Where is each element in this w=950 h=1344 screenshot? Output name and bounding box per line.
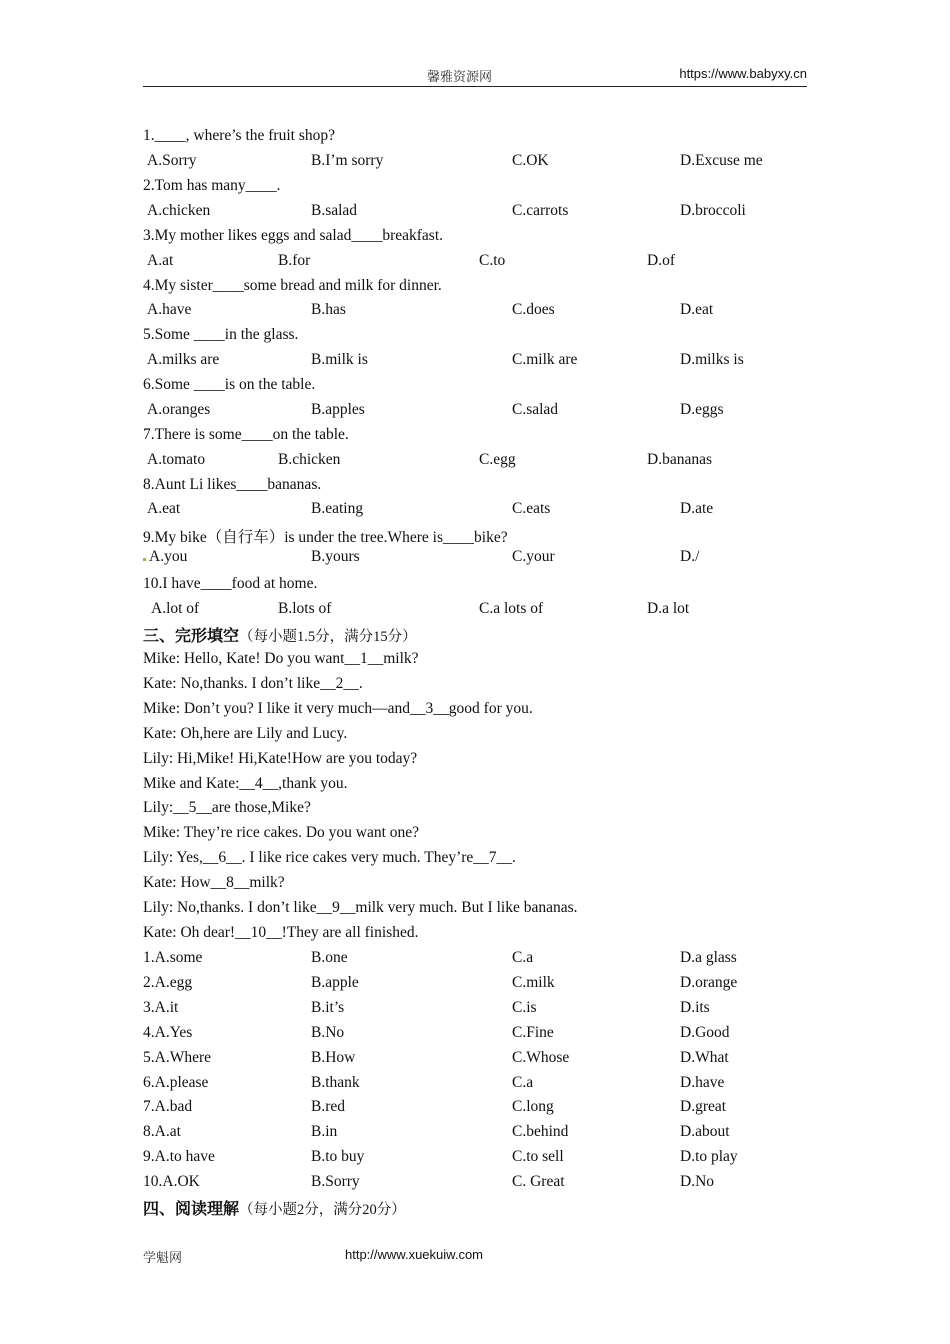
question-stem: 9.My bike（自行车）is under the tree.Where is____bike? <box>143 529 508 546</box>
answer-option: C.milk are <box>512 351 578 368</box>
question-stem: 4.My sister____some bread and milk for dinner. <box>143 277 442 294</box>
section-4-note: （每小题2分，满分20分） <box>239 1202 406 1218</box>
cloze-option: 7.A.bad <box>143 1098 193 1116</box>
cloze-option: B.thank <box>311 1073 360 1091</box>
answer-option: D.milks is <box>680 351 744 368</box>
cloze-option: B.to buy <box>311 1148 365 1166</box>
cloze-option: 4.A.Yes <box>143 1023 193 1041</box>
answer-option: D.of <box>647 252 675 269</box>
dialogue-line: Kate: Oh,here are Lily and Lucy. <box>143 724 348 742</box>
answer-option: C.your <box>512 548 555 565</box>
cloze-option: D.orange <box>680 973 738 991</box>
answer-option: D.Excuse me <box>680 152 763 169</box>
section-3-title: 三、完形填空 <box>143 626 240 645</box>
cloze-option: C.milk <box>512 973 555 991</box>
answer-option: A.milks are <box>147 351 220 368</box>
answer-option: B.chicken <box>278 451 341 468</box>
cloze-option: C.behind <box>512 1123 569 1141</box>
cloze-option: C.is <box>512 998 537 1016</box>
question-stem: 5.Some ____in the glass. <box>143 326 299 343</box>
cloze-option: C.long <box>512 1098 554 1116</box>
answer-option: B.I’m sorry <box>311 152 384 169</box>
answer-option: B.has <box>311 301 346 318</box>
question-stem: 7.There is some____on the table. <box>143 426 349 443</box>
answer-option: A.have <box>147 301 192 318</box>
page-header <box>143 64 807 87</box>
cloze-option: D.its <box>680 998 710 1016</box>
dialogue-line: Lily: Hi,Mike! Hi,Kate!How are you today? <box>143 749 418 767</box>
cloze-option: B.Sorry <box>311 1173 360 1191</box>
cloze-option: 5.A.Where <box>143 1048 211 1066</box>
cloze-option: D.No <box>680 1173 715 1191</box>
cloze-option: 3.A.it <box>143 998 179 1016</box>
header-site-name: 馨雅资源网 <box>427 69 493 84</box>
cloze-option: D.great <box>680 1098 727 1116</box>
header-url: https://www.babyxy.cn <box>679 66 807 81</box>
answer-option: C.salad <box>512 401 559 418</box>
answer-option: B.for <box>278 252 311 269</box>
dialogue-line: Mike: Hello, Kate! Do you want__1__milk? <box>143 650 419 667</box>
section-3-note: （每小题1.5分，满分15分） <box>239 629 417 645</box>
dialogue-line: Kate: How__8__milk? <box>143 874 285 892</box>
cloze-option: C.a <box>512 949 534 966</box>
answer-option: D.a lot <box>647 600 690 617</box>
dialogue-line: Kate: Oh dear!__10__!They are all finished. <box>143 923 419 941</box>
answer-option: D.ate <box>680 500 714 517</box>
answer-option: A.you <box>149 548 188 565</box>
dialogue-line: Mike: They’re rice cakes. Do you want one? <box>143 824 420 842</box>
question-stem: 6.Some ____is on the table. <box>143 376 316 393</box>
cloze-option: 2.A.egg <box>143 973 193 991</box>
cloze-option: C.to sell <box>512 1148 564 1166</box>
cloze-option: B.apple <box>311 973 359 991</box>
section-4-heading <box>143 1196 406 1219</box>
dialogue-line: Mike and Kate:__4__,thank you. <box>143 774 348 792</box>
question-stem: 2.Tom has many____. <box>143 177 281 194</box>
answer-option: A.chicken <box>147 202 211 219</box>
cloze-option: C.Whose <box>512 1048 570 1066</box>
answer-option: A.Sorry <box>147 152 197 169</box>
cloze-option: D.a glass <box>680 949 737 966</box>
answer-option: C.eats <box>512 500 551 517</box>
answer-option: D.broccoli <box>680 202 746 219</box>
section-3-heading <box>143 623 417 646</box>
cloze-option: 6.A.please <box>143 1073 209 1091</box>
cloze-option: B.in <box>311 1123 338 1141</box>
question-stem: 10.I have____food at home. <box>143 575 318 592</box>
answer-option: B.lots of <box>278 600 332 617</box>
cloze-option: D.Good <box>680 1023 730 1041</box>
question-stem: 1.____, where’s the fruit shop? <box>143 127 335 144</box>
answer-option: A.oranges <box>147 401 211 418</box>
answer-option: B.milk is <box>311 351 368 368</box>
footer-site-name: 学魁网 <box>143 1250 183 1265</box>
answer-option: D./ <box>680 548 700 565</box>
dialogue-line: Kate: No,thanks. I don’t like__2__. <box>143 674 363 692</box>
dialogue-line: Mike: Don’t you? I like it very much—and__3__good for you. <box>143 699 533 717</box>
cloze-option: B.red <box>311 1098 346 1116</box>
dialogue-line: Lily: No,thanks. I don’t like__9__milk very much. But I like bananas. <box>143 899 578 916</box>
answer-option: C.OK <box>512 152 549 169</box>
answer-option: B.apples <box>311 401 365 418</box>
answer-option: D.eat <box>680 301 714 318</box>
cloze-option: 9.A.to have <box>143 1148 215 1166</box>
cloze-option: B.No <box>311 1023 345 1041</box>
question-stem: 3.My mother likes eggs and salad____breakfast. <box>143 227 444 244</box>
cloze-option: C.Fine <box>512 1023 554 1041</box>
cloze-option: C.a <box>512 1073 534 1091</box>
answer-option: C.to <box>479 252 506 269</box>
answer-option: B.salad <box>311 202 358 219</box>
cloze-option: D.have <box>680 1073 725 1091</box>
answer-option: C.egg <box>479 451 516 468</box>
cloze-option: B.one <box>311 949 348 966</box>
answer-option: B.yours <box>311 548 360 565</box>
cloze-option: D.to play <box>680 1148 738 1166</box>
cloze-option: D.about <box>680 1123 730 1141</box>
answer-option: C.does <box>512 301 555 318</box>
answer-option: A.eat <box>147 500 181 517</box>
answer-option: B.eating <box>311 500 364 517</box>
footer-url: http://www.xuekuiw.com <box>345 1247 483 1262</box>
cloze-option: B.How <box>311 1048 356 1066</box>
answer-option: A.at <box>147 252 174 269</box>
cloze-option: 10.A.OK <box>143 1173 200 1191</box>
section-4-title: 四、阅读理解 <box>143 1199 240 1218</box>
question-stem: 8.Aunt Li likes____bananas. <box>143 476 322 493</box>
cloze-option: D.What <box>680 1048 729 1066</box>
answer-option: A.tomato <box>147 451 206 468</box>
answer-option: C.carrots <box>512 202 569 219</box>
dialogue-line: Lily:__5__are those,Mike? <box>143 799 311 817</box>
cloze-option: B.it’s <box>311 998 345 1016</box>
answer-option: C.a lots of <box>479 600 544 617</box>
cloze-option: 8.A.at <box>143 1123 181 1141</box>
cloze-option: 1.A.some <box>143 949 203 966</box>
answer-option: D.bananas <box>647 451 712 468</box>
dialogue-line: Lily: Yes,__6__. I like rice cakes very much. They’re__7__. <box>143 849 516 867</box>
cloze-option: C. Great <box>512 1173 565 1191</box>
answer-option: D.eggs <box>680 401 724 418</box>
bullet-mark <box>143 558 146 561</box>
answer-option: A.lot of <box>151 600 200 617</box>
